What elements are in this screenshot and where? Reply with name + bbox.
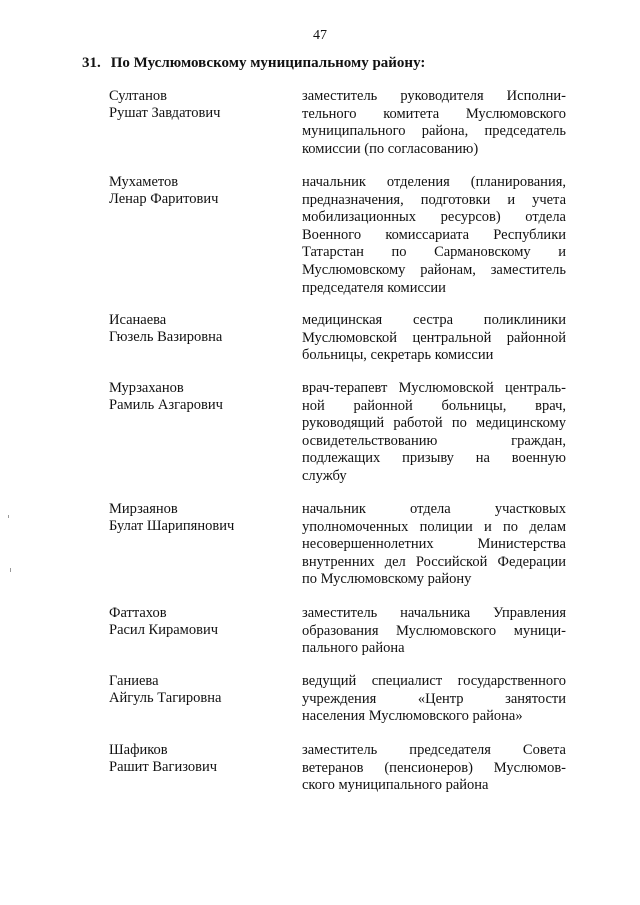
member-position <box>302 312 566 365</box>
member-surname: Исанаева <box>109 312 167 328</box>
position-line: Муслюмовской центральной районной <box>302 329 566 346</box>
position-line: муниципального района, председатель <box>302 123 566 140</box>
member-position <box>302 605 566 658</box>
position-line: населения Муслюмовского района» <box>302 708 523 725</box>
member-given-name: Расил Кирамович <box>109 622 218 638</box>
member-given-name: Рамиль Азгарович <box>109 397 223 413</box>
position-line: Татарстан по Сармановскому и <box>302 244 566 261</box>
position-line: комиссии (по согласованию) <box>302 140 479 157</box>
member-given-name: Рашит Вагизович <box>109 759 217 775</box>
position-line: медицинская сестра поликлиники <box>302 312 566 328</box>
position-line: ной районной больницы, врач, <box>302 397 566 414</box>
member-surname: Ганиева <box>109 673 159 689</box>
member-name <box>109 605 289 639</box>
member-name <box>109 742 289 776</box>
member-name <box>109 673 289 707</box>
section-title: По Муслюмовскому муниципальному району: <box>110 55 426 71</box>
position-line: заместитель руководителя Исполни- <box>302 88 566 104</box>
position-line: образования Муслюмовского муници- <box>302 622 566 639</box>
member-position <box>302 673 566 726</box>
position-line: начальник отделения (планирования, <box>302 174 566 190</box>
position-line: подлежащих призыву на военную <box>302 450 566 467</box>
position-line: учреждения «Центр занятости <box>302 690 566 707</box>
member-name <box>109 501 289 535</box>
member-surname: Мирзаянов <box>109 501 178 517</box>
member-given-name: Ленар Фаритович <box>109 191 219 207</box>
page-number: 47 <box>313 28 327 43</box>
position-line: службу <box>302 467 347 484</box>
member-given-name: Гюзель Вазировна <box>109 329 223 345</box>
member-given-name: Рушат Завдатович <box>109 105 221 121</box>
position-line: Муслюмовскому районам, заместитель <box>302 261 566 278</box>
position-line: заместитель начальника Управления <box>302 605 566 621</box>
position-line: ветеранов (пенсионеров) Муслюмов- <box>302 759 566 776</box>
position-line: пального района <box>302 640 405 657</box>
member-given-name: Айгуль Тагировна <box>109 690 222 706</box>
scan-speck <box>8 515 9 518</box>
member-surname: Шафиков <box>109 742 168 758</box>
position-line: Военного комиссариата Республики <box>302 226 566 243</box>
position-line: тельного комитета Муслюмовского <box>302 105 566 122</box>
section-number: 31. <box>82 55 101 71</box>
member-name <box>109 88 289 122</box>
member-position <box>302 501 566 589</box>
position-line: ведущий специалист государственного <box>302 673 566 689</box>
scan-speck <box>10 568 11 572</box>
member-name <box>109 312 289 346</box>
member-surname: Мурзаханов <box>109 380 184 396</box>
position-line: освидетельствованию граждан, <box>302 432 566 449</box>
member-position <box>302 380 566 486</box>
position-line: заместитель председателя Совета <box>302 742 566 758</box>
position-line: больницы, секретарь комиссии <box>302 347 494 364</box>
position-line: ского муниципального района <box>302 777 489 794</box>
position-line: начальник отдела участковых <box>302 501 566 517</box>
position-line: врач-терапевт Муслюмовской централь- <box>302 380 566 396</box>
member-given-name: Булат Шарипянович <box>109 518 235 534</box>
position-line: внутренних дел Российской Федерации <box>302 553 566 570</box>
position-line: по Муслюмовскому району <box>302 571 472 588</box>
position-line: предназначения, подготовки и учета <box>302 191 566 208</box>
member-name <box>109 174 289 208</box>
member-position <box>302 88 566 158</box>
position-line: руководящий работой по медицинскому <box>302 415 566 432</box>
member-position <box>302 174 566 297</box>
member-surname: Мухаметов <box>109 174 179 190</box>
position-line: несовершеннолетних Министерства <box>302 536 566 553</box>
member-surname: Фаттахов <box>109 605 167 621</box>
position-line: мобилизационных ресурсов) отдела <box>302 209 566 226</box>
member-position <box>302 742 566 795</box>
member-surname: Султанов <box>109 88 167 104</box>
position-line: уполномоченных полиции и по делам <box>302 518 566 535</box>
member-name <box>109 380 289 414</box>
position-line: председателя комиссии <box>302 279 446 296</box>
